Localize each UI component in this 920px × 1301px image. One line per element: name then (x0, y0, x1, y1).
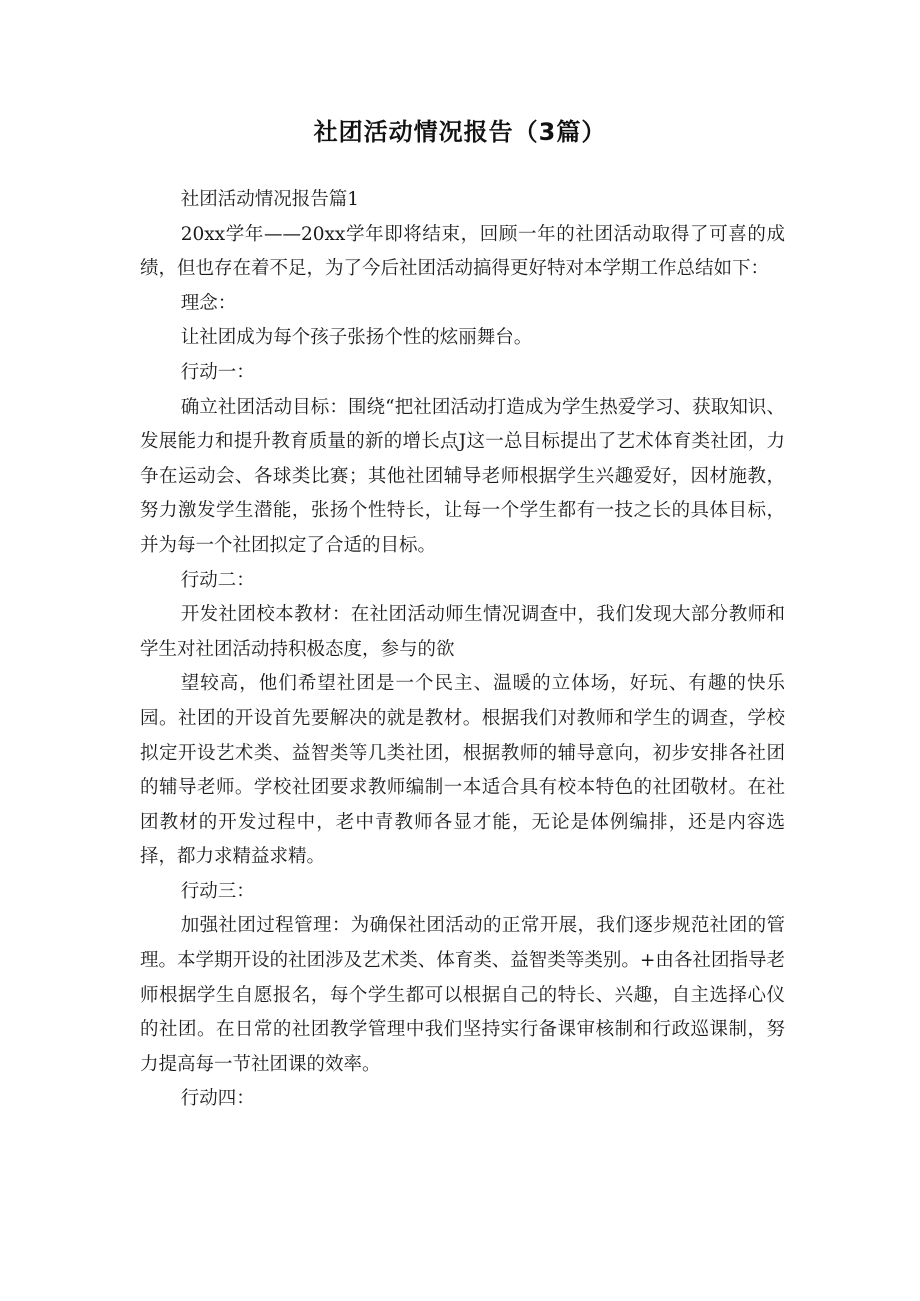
subheading-action-2: 行动二： (180, 569, 255, 591)
subheading-action-4: 行动四： (180, 1088, 255, 1110)
paragraph-action-2b: 望较高，他们希望社团是一个民主、温暖的立体场，好玩、有趣的快乐园。社团的开设首先要解决的就是教材。根据我们对教师和学生的调查，学校拟定开设艺术类、益智类等几类社团，根据教师的辅导意向，初步安排各社团的辅导老师。学校社团要求教师编制一本适合具有校本特色的社团敬材。在社团教材的开发过程中，老中青教师各显才能，无论是体例编排，还是内容选择，都力求精益求精。 (140, 673, 785, 868)
paragraph-intro: 20xx学年——20xx学年即将结束，回顾一年的社团活动取得了可喜的成绩，但也存在着不足，为了今后社团活动搞得更好特对本学期工作总结如下： (140, 223, 785, 280)
document-body (140, 183, 785, 1117)
paragraph-action-3: 加强社团过程管理：为确保社团活动的正常开展，我们逐步规范社团的管理。本学期开设的社团涉及艺术类、体育类、益智类等类别。+由各社团指导老师根据学生自愿报名，每个学生都可以根据自己的特长、兴趣，自主选择心仪的社团。在日常的社团教学管理中我们坚持实行备课审核制和行政巡课制，努力提高每一节社团课的效率。 (140, 915, 785, 1075)
paragraph-philosophy: 让社团成为每个孩子张扬个性的炫丽舞台。 (180, 327, 533, 349)
section-heading: 社团活动情况报告篇1 (180, 189, 359, 210)
paragraph-action-1: 确立社团活动目标：围绕“把社团活动打造成为学生热爱学习、获取知识、发展能力和提升教育质量的新的增长点J这一总目标提出了艺术体育类社团，力争在运动会、各球类比赛；其他社团辅导老师根据学生兴趣爱好，因材施教，努力激发学生潜能，张扬个性特长，让每一个学生都有一技之长的具体目标，并为每一个社团拟定了合适的目标。 (140, 396, 785, 556)
document-title: 社团活动情况报告（3篇） (313, 118, 607, 146)
subheading-action-3: 行动三： (180, 880, 255, 902)
subheading-action-1: 行动一： (180, 361, 255, 383)
subheading-philosophy: 理念： (180, 292, 237, 314)
paragraph-action-2a: 开发社团校本教材：在社团活动师生情况调查中，我们发现大部分教师和学生对社团活动持积极态度，参与的欲 (140, 604, 785, 660)
